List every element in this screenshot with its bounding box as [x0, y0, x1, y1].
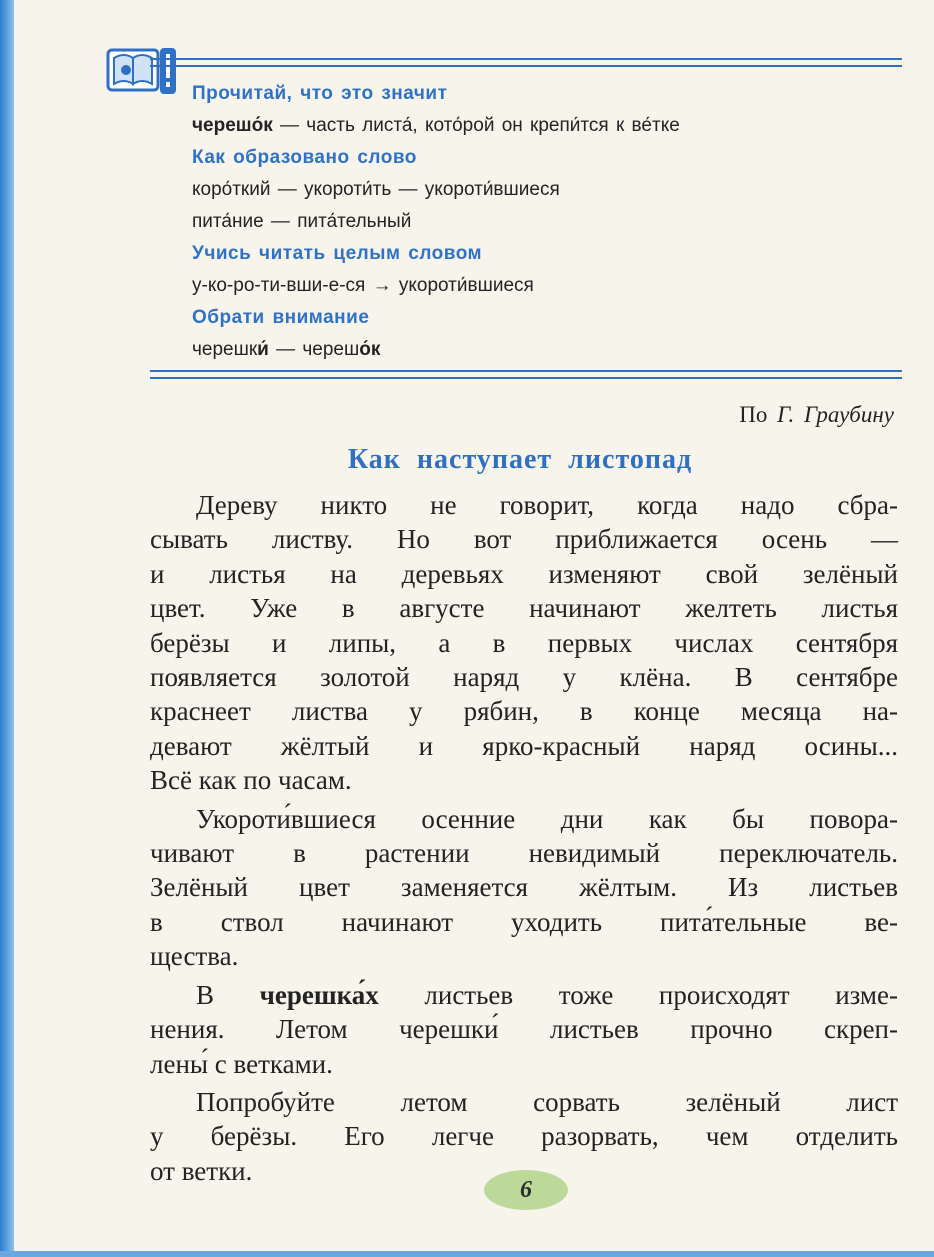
page-number: 6 — [484, 1170, 568, 1210]
text-line: Попробуйте летом сорвать зелёный лист — [196, 1086, 898, 1117]
vocabulary-box — [192, 78, 892, 366]
text-line: у берёзы. Его легче разорвать, чем отделить — [150, 1121, 898, 1152]
formation-line-1: коро́ткий — укороти́ть — укороти́вшиеся — [192, 179, 560, 200]
text-line: девают жёлтый и ярко-красный наряд осины... — [150, 730, 898, 761]
page-bottom-edge — [0, 1251, 934, 1257]
text-line: лены́ с ветками. — [150, 1048, 333, 1079]
arrow-icon: → — [372, 275, 392, 296]
whole-word: укороти́вшиеся — [398, 275, 534, 296]
heading-meaning: Прочитай, что это значит — [192, 83, 448, 104]
reading-rubric-icon — [106, 46, 178, 96]
text-line: Укороти́вшиеся осенние дни как бы повора- — [196, 803, 898, 834]
text-line: Дереву никто не говорит, когда надо сбра- — [196, 490, 898, 520]
story-title: Как наступает листопад — [347, 444, 693, 475]
text-line: от ветки. — [150, 1155, 253, 1186]
heading-formation: Как образовано слово — [192, 147, 417, 168]
text-line: щества. — [150, 941, 239, 972]
syllable-line — [192, 270, 892, 302]
text-line: берёзы и липы, а в первых числах сентября — [150, 627, 898, 658]
text-fragment: В — [196, 979, 260, 1010]
attention-word-b: — череш — [268, 339, 360, 360]
top-double-rule — [150, 58, 902, 67]
meaning-line — [192, 110, 892, 142]
paragraph-2 — [150, 802, 898, 974]
text-line: в ствол начинают уходить пита́тельные ве- — [150, 906, 898, 937]
author-credit — [739, 402, 894, 428]
page-left-edge — [0, 0, 14, 1257]
syllables: у-ко-ро-ти-вши-е-ся — [192, 275, 366, 296]
heading-attention: Обрати внимание — [192, 307, 370, 328]
author-prefix: По — [739, 402, 768, 427]
meaning-definition: — часть листа́, кото́рой он крепи́тся к ве́тке — [272, 115, 680, 136]
bold-term: черешка́х — [259, 979, 379, 1010]
paragraph-1 — [150, 488, 898, 798]
text-line: Зелёный цвет заменяется жёлтым. Из листьев — [150, 872, 898, 903]
text-line: и листья на деревьях изменяют свой зелёный — [150, 558, 898, 589]
text-line: Всё как по часам. — [150, 765, 352, 796]
text-line: цвет. Уже в августе начинают желтеть листья — [150, 593, 898, 624]
text-fragment: листьев тоже происходят изме- — [378, 979, 898, 1010]
text-line: появляется золотой наряд у клёна. В сентябре — [150, 662, 898, 693]
text-line: чивают в растении невидимый переключатель. — [150, 838, 898, 869]
paragraph-3 — [150, 978, 898, 1081]
meaning-word: черешо́к — [192, 115, 273, 136]
heading-whole-word: Учись читать целым словом — [192, 243, 483, 264]
attention-line — [192, 334, 892, 366]
bottom-double-rule — [150, 370, 902, 379]
attention-word-a: черешк — [192, 339, 258, 360]
story-text — [150, 488, 898, 1192]
attention-stress-a: и́ — [257, 339, 269, 360]
attention-stress-b: о́к — [359, 339, 381, 360]
text-line: сывать листву. Но вот приближается осень — — [150, 524, 898, 555]
author-name: Г. Граубину — [777, 402, 894, 427]
formation-line-2: пита́ние — пита́тельный — [192, 211, 412, 232]
text-line: краснеет листва у рябин, в конце месяца на- — [150, 696, 898, 727]
text-line: нения. Летом черешки́ листьев прочно скреп- — [150, 1014, 898, 1045]
text-line — [150, 978, 898, 1012]
